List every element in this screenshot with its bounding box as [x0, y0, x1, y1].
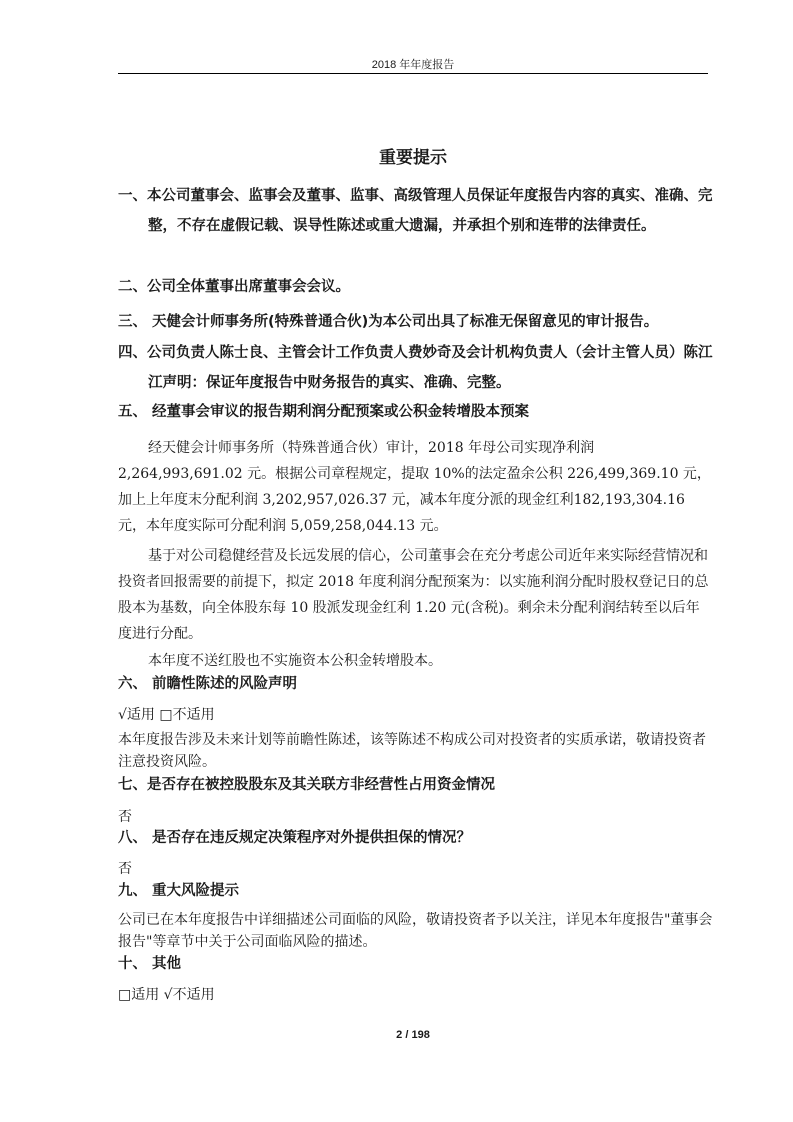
section-9-heading: 九、 重大风险提示	[118, 883, 240, 899]
section-4: 四、公司负责人陈士良、主管会计工作负责人费妙奇及会计机构负责人（会计主管人员）陈江江声明：保证年度报告中财务报告的真实、准确、完整。	[118, 345, 713, 391]
section-8-heading: 八、 是否存在违反规定决策程序对外提供担保的情况？	[118, 830, 472, 846]
section-2: 二、公司全体董事出席董事会会议。	[118, 279, 350, 295]
page-header: 2018 年年度报告	[371, 59, 455, 71]
section-5-paragraph-3: 本年度不送红股也不实施资本公积金转增股本。	[148, 653, 442, 669]
section-8-answer: 否	[118, 861, 132, 877]
section-6-options: √适用 □不适用	[118, 707, 215, 723]
section-7-answer: 否	[118, 809, 132, 825]
section-10-options: □适用 √不适用	[118, 987, 215, 1003]
section-5-paragraph-1: 经天健会计师事务所（特殊普通合伙）审计，2018 年母公司实现净利润2,264,993,691.02 元。根据公司章程规定，提取 10%的法定盈余公积 226,499,369.10 元，加上上年度末分配利润 3,202,957,026.37 元，减本年度分派的现金红利182,193,304.16 元，本年度实际可分配利润 5,059,258,044.13 元。	[118, 440, 711, 534]
section-5-paragraph-2: 基于对公司稳健经营及长远发展的信心，公司董事会在充分考虑公司近年来实际经营情况和投资者回报需要的前提下，拟定 2018 年度利润分配预案为：以实施利润分配时股权登记日的总股本为基数，向全体股东每 10 股派发现金红利 1.20 元(含税)。剩余未分配利润结转至以后年度进行分配。	[118, 548, 709, 642]
section-9-text: 公司已在本年度报告中详细描述公司面临的风险，敬请投资者予以关注，详见本年度报告"董事会报告"等章节中关于公司面临风险的描述。	[118, 912, 713, 950]
header-divider	[118, 73, 708, 74]
page-title: 重要提示	[379, 148, 447, 168]
section-3: 三、 天健会计师事务所(特殊普通合伙)为本公司出具了标准无保留意见的审计报告。	[118, 314, 659, 330]
section-10-heading: 十、 其他	[118, 956, 182, 972]
section-7-heading: 七、是否存在被控股股东及其关联方非经营性占用资金情况	[118, 777, 495, 793]
section-6-heading: 六、 前瞻性陈述的风险声明	[118, 676, 298, 692]
page-number: 2 / 198	[396, 1029, 430, 1041]
section-6-text: 本年度报告涉及未来计划等前瞻性陈述，该等陈述不构成公司对投资者的实质承诺，敬请投资者注意投资风险。	[118, 732, 706, 770]
section-1: 一、本公司董事会、监事会及董事、监事、高级管理人员保证年度报告内容的真实、准确、完整，不存在虚假记载、误导性陈述或重大遗漏，并承担个别和连带的法律责任。	[118, 188, 713, 234]
section-5-heading: 五、 经董事会审议的报告期利润分配预案或公积金转增股本预案	[118, 404, 530, 420]
